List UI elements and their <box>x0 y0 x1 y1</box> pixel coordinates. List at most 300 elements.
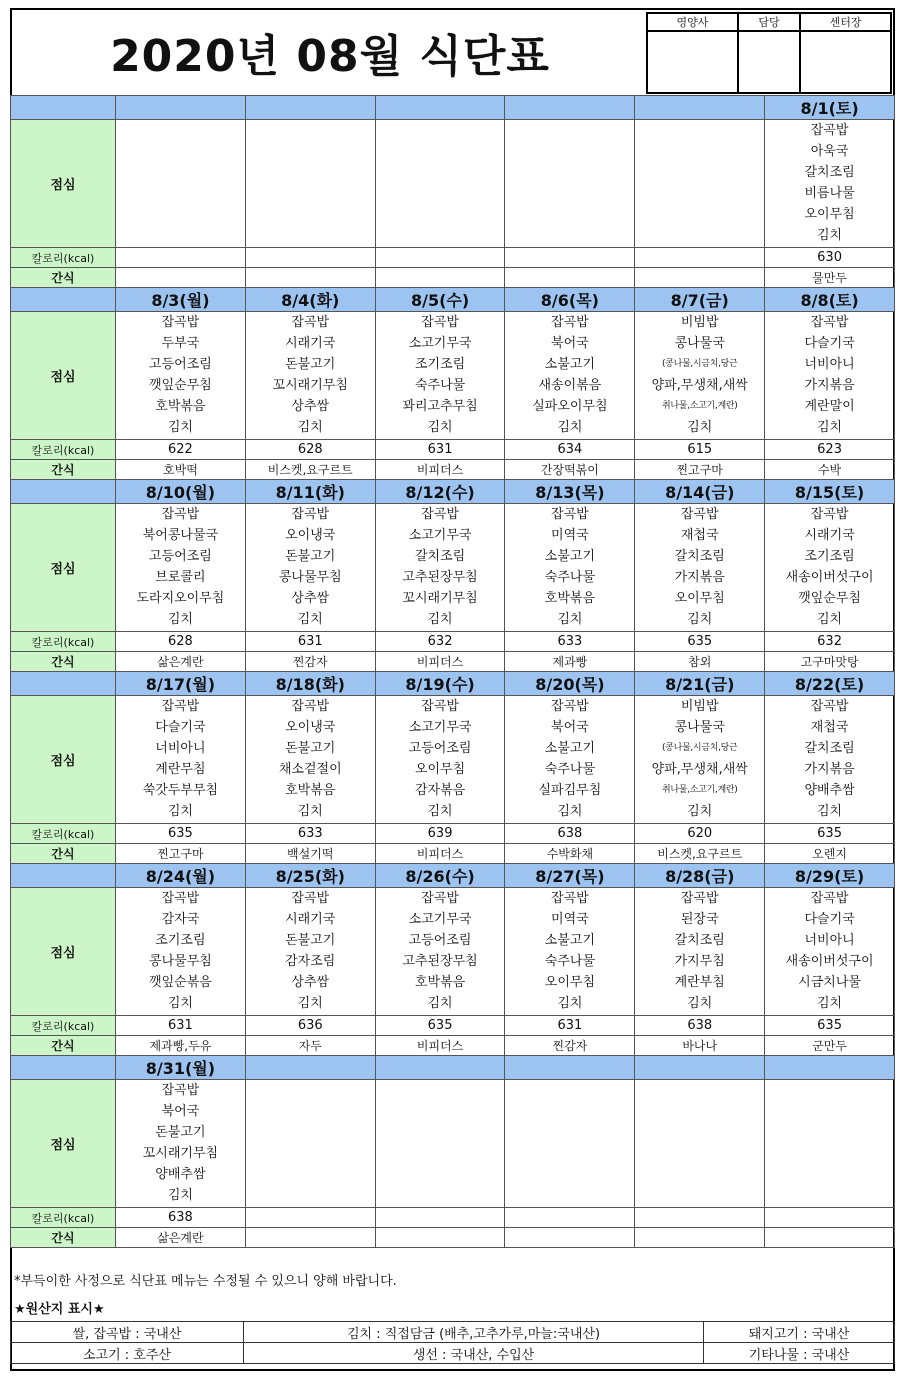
menu-item: 다슬기국 <box>804 336 855 351</box>
snack-value <box>505 1228 635 1248</box>
menu-item: 너비아니 <box>155 741 206 756</box>
menu-item: 다슬기국 <box>155 720 206 735</box>
calorie-value: 638 <box>635 1016 765 1036</box>
menu-item: 시래기국 <box>804 528 855 543</box>
date-row <box>11 672 895 696</box>
snack-value: 오렌지 <box>765 844 895 864</box>
date-cell: 8/24(월) <box>116 864 246 888</box>
lunch-row <box>11 504 895 632</box>
date-cell <box>765 1056 895 1080</box>
calorie-label: 칼로리(kcal) <box>11 440 116 460</box>
menu-item: 잡곡밥 <box>291 315 330 330</box>
snack-value: 비스켓,요구르트 <box>245 460 375 480</box>
calorie-value <box>375 248 505 268</box>
menu-item: 소고기무국 <box>408 912 472 927</box>
lunch-menu-cell <box>375 696 505 824</box>
calorie-label: 칼로리(kcal) <box>11 248 116 268</box>
menu-item: 돈불고기 <box>285 741 336 756</box>
menu-item: 양파,무생채,새싹 <box>651 762 748 777</box>
menu-item: 갈치조림 <box>804 165 855 180</box>
menu-item: 양파,무생채,새싹 <box>651 378 748 393</box>
lunch-menu-cell <box>765 888 895 1016</box>
date-cell: 8/29(토) <box>765 864 895 888</box>
snack-value <box>375 1228 505 1248</box>
date-cell: 8/8(토) <box>765 288 895 312</box>
menu-item: 된장국 <box>680 912 719 927</box>
meal-schedule-table <box>10 95 895 1248</box>
menu-item: 콩나물무침 <box>278 570 342 585</box>
date-cell: 8/31(월) <box>116 1056 246 1080</box>
lunch-menu-cell <box>116 504 246 632</box>
snack-row <box>11 652 895 672</box>
date-cell: 8/18(화) <box>245 672 375 696</box>
approval-sign-director <box>800 31 891 93</box>
menu-item: 가지볶음 <box>674 570 725 585</box>
menu-item: 갈치조림 <box>414 549 466 564</box>
calorie-value <box>245 248 375 268</box>
snack-row <box>11 1228 895 1248</box>
menu-item: 다슬기국 <box>804 912 855 927</box>
menu-item: 시래기국 <box>285 336 336 351</box>
calorie-value: 631 <box>245 632 375 652</box>
menu-item: 잡곡밥 <box>551 891 589 906</box>
snack-row <box>11 1036 895 1056</box>
lunch-label: 점심 <box>11 504 116 632</box>
calorie-value: 638 <box>505 824 635 844</box>
snack-value: 물만두 <box>765 268 895 288</box>
menu-item: 호박볶음 <box>544 591 596 606</box>
approval-box <box>646 12 892 94</box>
menu-item: 고등어조림 <box>408 741 472 756</box>
menu-item: 채소겉절이 <box>278 762 342 777</box>
menu-item: 돈불고기 <box>285 357 336 372</box>
snack-row <box>11 460 895 480</box>
lunch-menu-cell <box>245 1080 375 1208</box>
menu-item: 시금치나물 <box>798 975 861 990</box>
lunch-menu-cell <box>375 312 505 440</box>
snack-value: 찐감자 <box>245 652 375 672</box>
menu-item: 숙주나물 <box>544 954 596 969</box>
menu-item: 오이냉국 <box>285 528 336 543</box>
snack-value <box>765 1228 895 1248</box>
snack-value: 참외 <box>635 652 765 672</box>
snack-value: 고구마맛탕 <box>765 652 895 672</box>
lunch-menu-cell <box>505 696 635 824</box>
lunch-row <box>11 888 895 1016</box>
calorie-value: 635 <box>375 1016 505 1036</box>
menu-item: 상추쌈 <box>291 975 330 990</box>
menu-item: 소고기무국 <box>408 336 472 351</box>
lunch-menu-cell <box>245 120 375 248</box>
menu-item: 실파김무침 <box>538 783 602 798</box>
snack-value <box>635 268 765 288</box>
lunch-menu-cell <box>765 504 895 632</box>
date-cell <box>505 96 635 120</box>
menu-item: 소불고기 <box>544 741 596 756</box>
date-cell: 8/21(금) <box>635 672 765 696</box>
date-cell: 8/3(월) <box>116 288 246 312</box>
menu-item: 숙주나물 <box>544 762 596 777</box>
calorie-value: 638 <box>116 1208 246 1228</box>
snack-value <box>116 268 246 288</box>
calorie-value: 628 <box>245 440 375 460</box>
snack-value: 수박 <box>765 460 895 480</box>
menu-item: 미역국 <box>551 912 589 927</box>
menu-item: 시래기국 <box>285 912 336 927</box>
date-row <box>11 96 895 120</box>
menu-item: 쑥갓두부무침 <box>142 783 219 798</box>
lunch-menu-cell <box>116 696 246 824</box>
approval-label-director: 센터장 <box>800 13 891 31</box>
menu-item: 비빔밥 <box>680 699 719 714</box>
menu-item: 양배추쌈 <box>804 783 855 798</box>
date-cell: 8/15(토) <box>765 480 895 504</box>
calorie-value: 622 <box>116 440 246 460</box>
calorie-value: 634 <box>505 440 635 460</box>
menu-item: 잡곡밥 <box>161 699 200 714</box>
date-cell: 8/17(월) <box>116 672 246 696</box>
menu-item: 소불고기 <box>544 549 596 564</box>
menu-item: 김치 <box>167 420 193 435</box>
menu-item: 재첩국 <box>810 720 849 735</box>
menu-item: 잡곡밥 <box>551 315 589 330</box>
date-cell <box>505 1056 635 1080</box>
snack-value <box>635 1228 765 1248</box>
lunch-menu-cell <box>116 1080 246 1208</box>
menu-item: 오이무침 <box>544 975 596 990</box>
menu-item: 감자볶음 <box>414 783 466 798</box>
snack-value: 찐고구마 <box>635 460 765 480</box>
menu-item: 호박볶음 <box>285 783 336 798</box>
menu-item: 가지볶음 <box>804 762 855 777</box>
lunch-menu-cell <box>505 120 635 248</box>
menu-item: 깻잎순무침 <box>149 378 212 393</box>
menu-item: 꼬시래기무침 <box>402 591 478 606</box>
snack-label: 간식 <box>11 268 116 288</box>
date-row-label <box>11 1056 116 1080</box>
menu-item: 잡곡밥 <box>161 507 200 522</box>
lunch-menu-cell <box>505 1080 635 1208</box>
lunch-label: 점심 <box>11 888 116 1016</box>
menu-item: 아욱국 <box>810 144 849 159</box>
menu-item: 양배추쌈 <box>155 1167 206 1182</box>
lunch-row <box>11 1080 895 1208</box>
menu-item: 오이무침 <box>804 207 855 222</box>
menu-item: 상추쌈 <box>291 591 330 606</box>
lunch-menu-cell <box>765 312 895 440</box>
notice-text: *부득이한 사정으로 식단표 메뉴는 수정될 수 있으니 양해 바랍니다. <box>14 1274 397 1289</box>
menu-item: 브로콜리 <box>155 570 206 585</box>
approval-label-staff: 담당 <box>738 13 800 31</box>
calorie-row <box>11 1016 895 1036</box>
date-cell: 8/14(금) <box>635 480 765 504</box>
snack-value: 호박떡 <box>116 460 246 480</box>
menu-item: 소불고기 <box>544 933 596 948</box>
calorie-value: 631 <box>505 1016 635 1036</box>
menu-item: 재첩국 <box>680 528 719 543</box>
lunch-menu-cell <box>245 504 375 632</box>
menu-item: 고추된장무침 <box>402 954 478 969</box>
lunch-menu-cell <box>635 504 765 632</box>
date-cell: 8/5(수) <box>375 288 505 312</box>
calorie-value: 623 <box>765 440 895 460</box>
date-row-label <box>11 96 116 120</box>
menu-item: 도라지오이무침 <box>136 591 225 606</box>
date-row-label <box>11 672 116 696</box>
menu-item: 소고기무국 <box>408 528 472 543</box>
lunch-label: 점심 <box>11 312 116 440</box>
snack-value <box>245 1228 375 1248</box>
menu-item: 취나물,소고기,계란) <box>661 401 738 411</box>
menu-item: 계란부침 <box>674 975 725 990</box>
menu-item: 잡곡밥 <box>421 891 459 906</box>
menu-item: 잡곡밥 <box>291 507 330 522</box>
lunch-menu-cell <box>116 312 246 440</box>
menu-item: 새송이볶음 <box>538 378 602 393</box>
menu-item: 너비아니 <box>804 357 855 372</box>
origin-row <box>11 1343 895 1364</box>
menu-item: 돈불고기 <box>155 1125 206 1140</box>
calorie-value: 636 <box>245 1016 375 1036</box>
date-cell: 8/6(목) <box>505 288 635 312</box>
snack-value: 군만두 <box>765 1036 895 1056</box>
lunch-menu-cell <box>245 312 375 440</box>
menu-item: 계란무침 <box>155 762 206 777</box>
menu-item: 상추쌈 <box>291 399 330 414</box>
menu-item: 김치 <box>297 612 323 627</box>
calorie-value: 635 <box>116 824 246 844</box>
menu-item: 김치 <box>427 804 453 819</box>
snack-value <box>375 268 505 288</box>
menu-item: 고추된장무침 <box>402 570 478 585</box>
lunch-menu-cell <box>116 120 246 248</box>
menu-item: 호박볶음 <box>155 399 206 414</box>
menu-item: 김치 <box>167 1188 193 1203</box>
menu-item: 김치 <box>427 420 453 435</box>
calorie-value <box>635 248 765 268</box>
menu-item: 꼬시래기무침 <box>272 378 348 393</box>
menu-item: 잡곡밥 <box>810 891 849 906</box>
lunch-menu-cell <box>116 888 246 1016</box>
date-cell <box>375 1056 505 1080</box>
snack-row <box>11 844 895 864</box>
menu-item: 고등어조림 <box>408 933 472 948</box>
calorie-value: 633 <box>245 824 375 844</box>
snack-value: 백설기떡 <box>245 844 375 864</box>
menu-item: 깻잎순무침 <box>798 591 861 606</box>
lunch-label: 점심 <box>11 696 116 824</box>
origin-cell: 소고기 : 호주산 <box>11 1343 244 1364</box>
menu-item: 오이무침 <box>414 762 466 777</box>
menu-item: 잡곡밥 <box>551 507 589 522</box>
menu-item: 북어국 <box>551 720 589 735</box>
menu-item: 감자국 <box>161 912 200 927</box>
menu-item: 김치 <box>817 420 843 435</box>
menu-item: 잡곡밥 <box>161 315 200 330</box>
menu-item: 콩나물국 <box>674 336 725 351</box>
date-cell <box>245 96 375 120</box>
menu-item: 잡곡밥 <box>680 891 719 906</box>
menu-item: 김치 <box>687 420 713 435</box>
date-row <box>11 480 895 504</box>
snack-value: 비피더스 <box>375 652 505 672</box>
menu-item: 콩나물국 <box>674 720 725 735</box>
lunch-menu-cell <box>375 1080 505 1208</box>
menu-item: 갈치조림 <box>674 933 725 948</box>
date-cell: 8/27(목) <box>505 864 635 888</box>
calorie-value <box>245 1208 375 1228</box>
lunch-menu-cell <box>765 696 895 824</box>
snack-value: 비피더스 <box>375 844 505 864</box>
menu-item: 돈불고기 <box>285 933 336 948</box>
snack-value <box>505 268 635 288</box>
snack-value: 삶은계란 <box>116 652 246 672</box>
menu-item: 김치 <box>557 804 583 819</box>
calorie-value: 635 <box>765 824 895 844</box>
menu-item: 고등어조림 <box>149 357 212 372</box>
menu-item: 김치 <box>687 804 713 819</box>
header <box>10 8 895 96</box>
snack-value: 찐고구마 <box>116 844 246 864</box>
snack-value: 자두 <box>245 1036 375 1056</box>
menu-item: 김치 <box>427 612 453 627</box>
approval-sign-dietitian <box>647 31 738 93</box>
calorie-value: 633 <box>505 632 635 652</box>
lunch-label: 점심 <box>11 120 116 248</box>
snack-value: 비피더스 <box>375 460 505 480</box>
menu-item: 조기조림 <box>804 549 855 564</box>
menu-item: 김치 <box>557 420 583 435</box>
date-row-label <box>11 288 116 312</box>
calorie-value <box>505 248 635 268</box>
menu-item: 콩나물무침 <box>149 954 212 969</box>
menu-item: 돈불고기 <box>285 549 336 564</box>
menu-item: 김치 <box>687 996 713 1011</box>
menu-item: 미역국 <box>551 528 589 543</box>
lunch-menu-cell <box>375 504 505 632</box>
menu-item: 김치 <box>427 996 453 1011</box>
menu-item: 잡곡밥 <box>680 507 719 522</box>
calorie-value: 631 <box>116 1016 246 1036</box>
snack-value: 제과빵,두유 <box>116 1036 246 1056</box>
menu-item: 갈치조림 <box>804 741 855 756</box>
date-cell: 8/19(수) <box>375 672 505 696</box>
snack-value: 비피더스 <box>375 1036 505 1056</box>
menu-item: 잡곡밥 <box>421 315 459 330</box>
snack-value: 비스켓,요구르트 <box>635 844 765 864</box>
menu-item: 숙주나물 <box>414 378 466 393</box>
menu-item: 김치 <box>557 996 583 1011</box>
menu-item: 김치 <box>297 420 323 435</box>
origin-table <box>10 1321 895 1364</box>
date-row <box>11 288 895 312</box>
snack-value: 수박화채 <box>505 844 635 864</box>
lunch-menu-cell <box>375 888 505 1016</box>
date-row-label <box>11 480 116 504</box>
menu-item: 오이무침 <box>674 591 725 606</box>
menu-item: 김치 <box>817 612 843 627</box>
menu-item: (콩나물,시금치,당근 <box>661 743 738 753</box>
menu-item: 계란말이 <box>804 399 855 414</box>
calorie-label: 칼로리(kcal) <box>11 1208 116 1228</box>
menu-item: 취나물,소고기,계란) <box>661 785 738 795</box>
date-cell: 8/11(화) <box>245 480 375 504</box>
snack-value: 바나나 <box>635 1036 765 1056</box>
lunch-menu-cell <box>635 1080 765 1208</box>
menu-item: 김치 <box>817 804 843 819</box>
menu-item: 김치 <box>817 228 843 243</box>
calorie-value: 635 <box>765 1016 895 1036</box>
snack-value: 찐감자 <box>505 1036 635 1056</box>
date-cell: 8/28(금) <box>635 864 765 888</box>
menu-item: 김치 <box>297 804 323 819</box>
origin-row <box>11 1322 895 1343</box>
date-row <box>11 864 895 888</box>
menu-item: 숙주나물 <box>544 570 596 585</box>
menu-item: 오이냉국 <box>285 720 336 735</box>
calorie-value: 632 <box>765 632 895 652</box>
menu-item: 김치 <box>817 996 843 1011</box>
menu-item: 김치 <box>297 996 323 1011</box>
calorie-value <box>635 1208 765 1228</box>
lunch-menu-cell <box>765 120 895 248</box>
menu-item: 새송이버섯구이 <box>785 954 874 969</box>
calorie-value: 628 <box>116 632 246 652</box>
date-row <box>11 1056 895 1080</box>
lunch-menu-cell <box>505 504 635 632</box>
calorie-value <box>116 248 246 268</box>
menu-item: 김치 <box>167 804 193 819</box>
lunch-menu-cell <box>635 888 765 1016</box>
menu-item: 조기조림 <box>414 357 466 372</box>
lunch-menu-cell <box>505 888 635 1016</box>
calorie-value: 632 <box>375 632 505 652</box>
lunch-label: 점심 <box>11 1080 116 1208</box>
menu-item: 꽈리고추무침 <box>402 399 478 414</box>
date-cell: 8/7(금) <box>635 288 765 312</box>
menu-item: 북어콩나물국 <box>142 528 219 543</box>
date-row-label <box>11 864 116 888</box>
calorie-value: 630 <box>765 248 895 268</box>
menu-item: 비름나물 <box>804 186 855 201</box>
page-title: 2020년 08월 식단표 <box>110 31 550 82</box>
origin-cell: 김치 : 직접담금 (배추,고추가루,마늘:국내산) <box>244 1322 704 1343</box>
menu-item: 잡곡밥 <box>810 123 849 138</box>
calorie-label: 칼로리(kcal) <box>11 632 116 652</box>
calorie-value <box>765 1208 895 1228</box>
menu-item: 너비아니 <box>804 933 855 948</box>
snack-label: 간식 <box>11 1036 116 1056</box>
menu-item: 깻잎순볶음 <box>149 975 212 990</box>
menu-item: 고등어조림 <box>149 549 212 564</box>
lunch-menu-cell <box>635 696 765 824</box>
approval-sign-staff <box>738 31 800 93</box>
menu-item: 김치 <box>167 612 193 627</box>
date-cell: 8/12(수) <box>375 480 505 504</box>
date-cell <box>116 96 246 120</box>
menu-item: 가지볶음 <box>804 378 855 393</box>
lunch-menu-cell <box>245 888 375 1016</box>
date-cell <box>635 1056 765 1080</box>
origin-cell: 쌀, 잡곡밥 : 국내산 <box>11 1322 244 1343</box>
menu-item: 북어국 <box>161 1104 200 1119</box>
calorie-label: 칼로리(kcal) <box>11 1016 116 1036</box>
menu-item: 가지무침 <box>674 954 725 969</box>
menu-item: 소고기무국 <box>408 720 472 735</box>
date-cell: 8/26(수) <box>375 864 505 888</box>
calorie-value: 631 <box>375 440 505 460</box>
calorie-row <box>11 824 895 844</box>
